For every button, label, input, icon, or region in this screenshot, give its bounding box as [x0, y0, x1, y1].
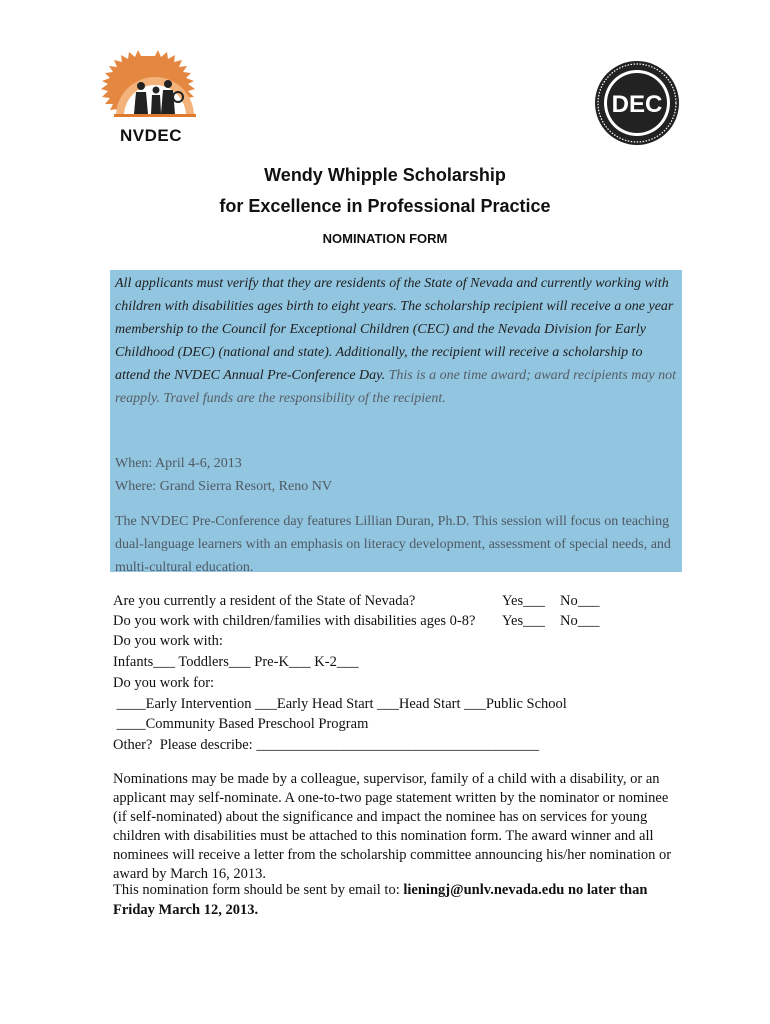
- title-line2: for Excellence in Professional Practice: [219, 196, 551, 216]
- event-where: Where: Grand Sierra Resort, Reno NV: [115, 479, 332, 494]
- nvdec-sunburst-icon: [96, 50, 214, 130]
- dec-seal-icon: [594, 60, 680, 146]
- work-yes-blank[interactable]: Yes___: [502, 613, 545, 629]
- form-label: NOMINATION FORM: [322, 231, 448, 246]
- other-describe-field[interactable]: Other? Please describe: _______________________________________: [113, 737, 540, 753]
- eligibility-paragraph: [115, 272, 677, 410]
- title-line1: Wendy Whipple Scholarship: [264, 165, 506, 185]
- work-with-options[interactable]: Infants___ Toddlers___ Pre-K___ K-2___: [113, 654, 359, 670]
- resident-no-blank[interactable]: No___: [560, 593, 600, 609]
- work-for-options-1[interactable]: ____Early Intervention ___Early Head Start ___Head Start ___Public School: [113, 696, 567, 712]
- info-box: [110, 270, 682, 575]
- event-when: When: April 4-6, 2013: [115, 456, 242, 471]
- nvdec-logo-text: NVDEC: [120, 126, 183, 145]
- question-work-with: Do you work with:: [113, 633, 223, 649]
- nominations-paragraph: Nominations may be made by a colleague, supervisor, family of a child with a disability, or an applicant may self-nominate. A one-to-two page statement written by the nominator or nominee (if self-nominated) about the significance and impact the nominee has on services for young children with disabilities must be attached to this nomination form. The award winner and all nominees will receive a letter from the scholarship committee announcing his/her nomination or award by March 16, 2013.: [113, 771, 672, 882]
- dec-logo: [594, 60, 680, 146]
- eligibility-note-text: This is a one time award; award recipients may not reapply. Travel funds are the responsibility of the recipient.: [115, 368, 676, 406]
- nvdec-logo: [96, 50, 214, 152]
- svg-text:DEC: DEC: [611, 91, 663, 118]
- resident-yes-blank[interactable]: Yes___: [502, 593, 545, 609]
- question-work-disabilities: Do you work with children/families with disabilities ages 0-8?: [113, 613, 476, 629]
- question-work-for: Do you work for:: [113, 675, 215, 691]
- question-resident: Are you currently a resident of the State of Nevada?: [113, 593, 416, 609]
- send-prefix: This nomination form should be sent by email to:: [113, 882, 404, 898]
- send-instructions: [113, 880, 683, 920]
- send-email-deadline: lieningj@unlv.nevada.edu no later than Friday March 12, 2013.: [113, 882, 648, 918]
- event-features: The NVDEC Pre-Conference day features Lillian Duran, Ph.D. This session will focus on teaching dual-language learners with an emphasis on literacy development, assessment of special needs, and multi-cultural education.: [115, 514, 671, 575]
- work-for-options-2[interactable]: ____Community Based Preschool Program: [113, 716, 369, 732]
- eligibility-main-text: All applicants must verify that they are residents of the State of Nevada and currently working with children with disabilities ages birth to eight years. The scholarship recipient will receive a one year membership to the Council for Exceptional Children (CEC) and the Nevada Division for Early Childhood (DEC) (national and state). Additionally, the recipient will receive a scholarship to attend the NVDEC Annual Pre-Conference Day.: [115, 276, 674, 383]
- work-no-blank[interactable]: No___: [560, 613, 600, 629]
